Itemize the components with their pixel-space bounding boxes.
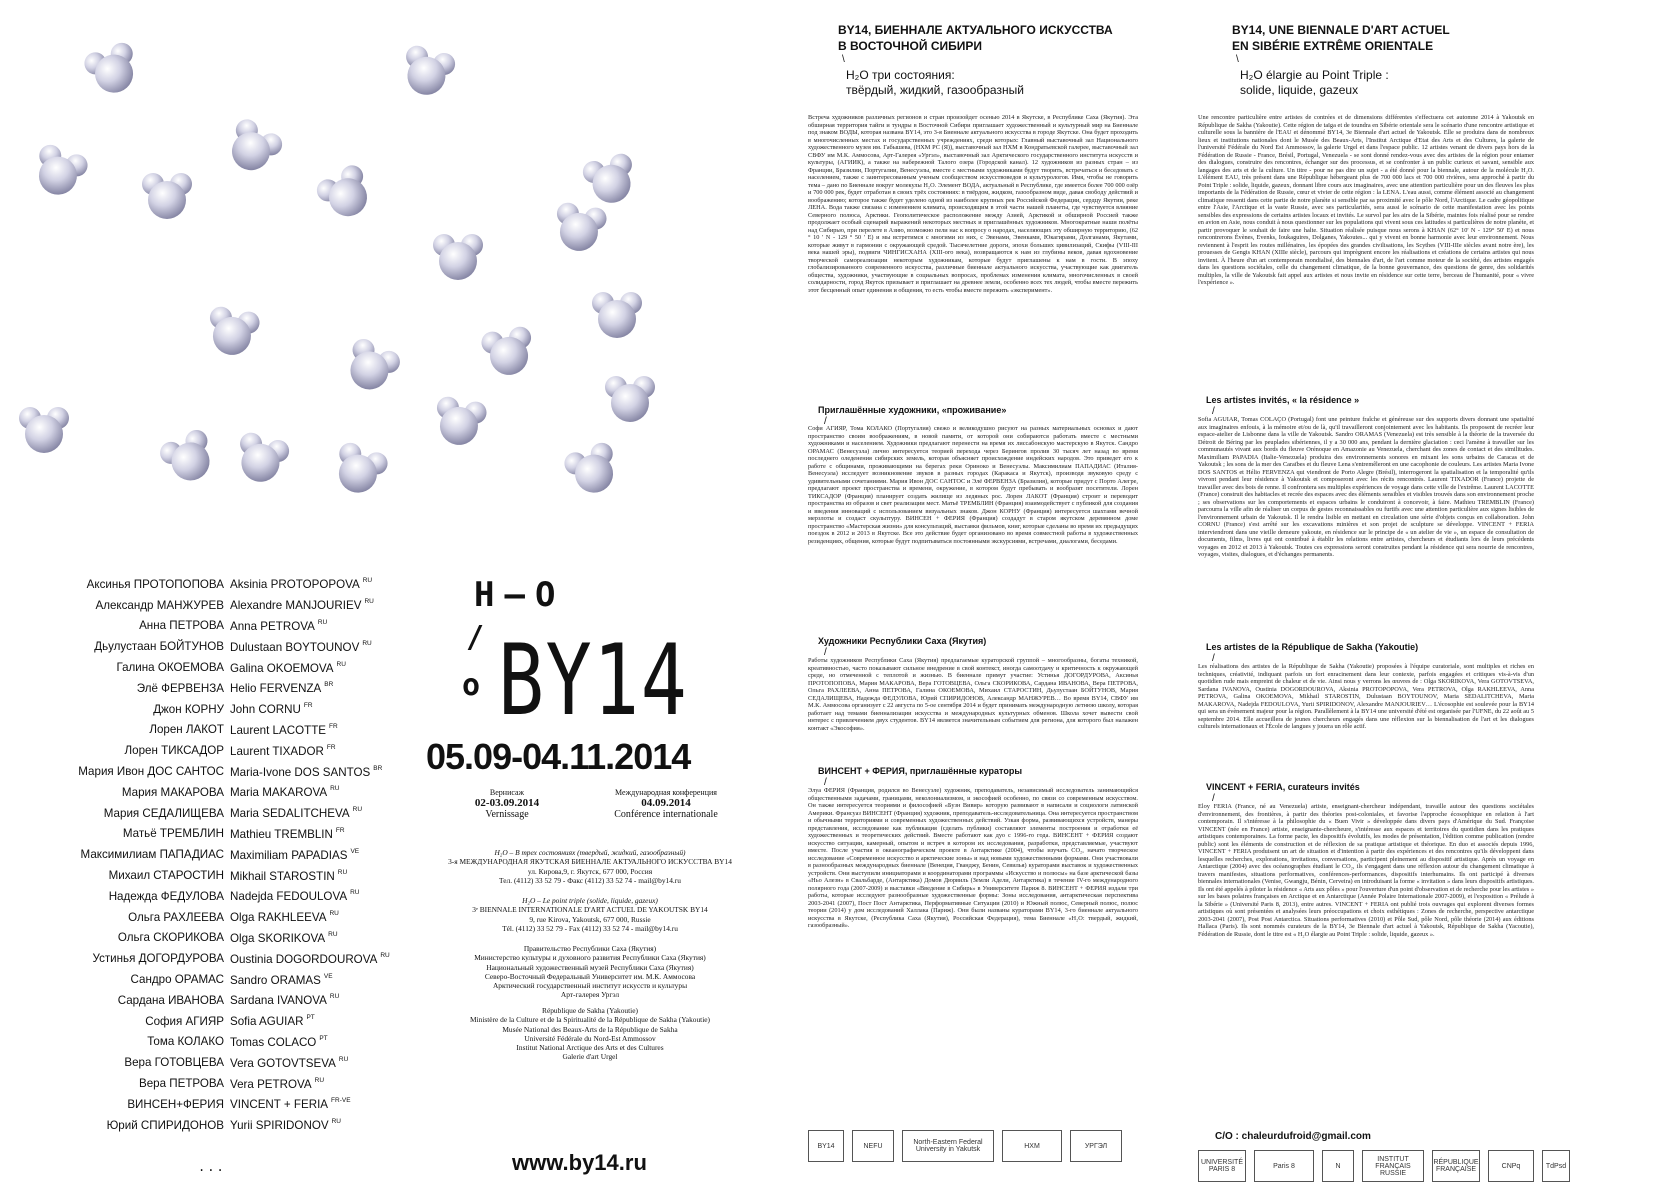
artist-country-code: RU [330, 785, 340, 793]
artist-country-code: BR [373, 764, 383, 772]
artist-country-code: RU [364, 598, 374, 606]
artist-name-ru: Мария МАКАРОВА [121, 785, 224, 799]
ru-partner-logos [808, 1130, 1122, 1162]
conference-block [596, 788, 736, 820]
ru-section1-slash: / [824, 416, 827, 427]
ru-title-slash: \ [842, 54, 845, 65]
ru-section2-text: Работы художников Республики Саха (Якутия) предлагаемые кураторской группой – многообразны, богаты техникой, креативностью, часто показывают сильное внедрение в свой контекст, иногда самоотдачу и критичность к окружающей среде, но отмеченной с теплотой и жизнью. В биеннале примут участие: Устинья ДОГОРДУРОВА, Аксинья ПРОТОПОПОВА, Мария МАКАРОВА, Вера ГОТОВЦЕВА, Ольга СКОРИКОВА, Сардана ИВАНОВА, Вера ПЕТРОВА, Ольга РАХЛЕЕВА, Анна ПЕТРОВА, Галина ОКОЕМОВА, Михаил СТАРОСТИН, Дьулустаан БОЙТУНОВ, Мария СЕДАЛИЩЕВА, Надежда ФЕДУЛОВА, Юрий СПИРИДОНОВ, Александр МАНЖУРЕВ… Во время BY14, СВФУ им М.К. Аммосова организует с 22 августа по 5-ое сентября 2014 и будет принимать международную летнюю школу, которая работает над темами биеннализации искусства и международных культурных обменов. Школа хочет вывести свой интерес с привлечением двух студентов. BY14 является значительным событием для региона, для которого был налажен контакт «Экософия». [808, 657, 1138, 732]
artist-row [30, 928, 420, 949]
fr-section2-slash: / [1212, 653, 1215, 664]
atom-sphere [322, 171, 374, 223]
artist-country-code: RU [314, 1076, 325, 1084]
partner-logo: CNPq [1488, 1150, 1534, 1182]
artist-latin-text: Maria-Ivone DOS SANTOS [230, 765, 371, 779]
vernissage-date: 02-03.09.2014 [474, 797, 540, 809]
fr-sub-line2: solide, liquide, gazeux [1240, 83, 1359, 97]
fr-title-line1: BY14, UNE BIENNALE D'ART ACTUEL [1232, 23, 1450, 37]
biennale-dates: 05.09-04.11.2014 [426, 736, 691, 777]
partner-line: République de Sakha (Yakoutie) [542, 1006, 638, 1015]
artist-row [30, 782, 420, 803]
atom-sphere [225, 125, 277, 177]
fr-phone: Tél. (4112) 33 52 79 - Fax (4112) 33 52 74 - mail@by14.ru [502, 923, 678, 933]
artist-name-latin [230, 744, 420, 758]
ru-partners-list [440, 944, 740, 1000]
artist-latin-text: Laurent TIXADOR [230, 744, 324, 758]
artist-name-latin [230, 723, 420, 737]
ru-section3-title: ВИНСЕНТ + ФЕРИЯ, приглашённые кураторы [818, 766, 1022, 776]
fr-section3-slash: / [1212, 793, 1215, 804]
partner-logo: North-Eastern Federal University in Yakutsk [902, 1130, 994, 1162]
ru-section2-title: Художники Республики Саха (Якутия) [818, 636, 987, 646]
water-molecule [231, 430, 291, 487]
artist-name-latin [230, 640, 420, 654]
artist-latin-text: Maria SEDALITCHEVA [230, 807, 350, 821]
artist-country-code: RU [328, 930, 338, 938]
artist-latin-text: Alexandre MANJOURIEV [230, 599, 362, 613]
artist-row [30, 907, 420, 928]
fr-title-slash: \ [1236, 54, 1239, 65]
artist-latin-text: Aksinia PROTOPOPOVA [230, 578, 360, 592]
artist-row [30, 595, 420, 616]
artist-name-ru: Сандро ОРАМАС [130, 973, 224, 987]
artist-list [30, 574, 420, 1136]
partner-logo: RÉPUBLIQUE FRANÇAISE [1432, 1150, 1480, 1182]
artist-row [30, 865, 420, 886]
artist-row [30, 886, 420, 907]
artist-country-code: PT [306, 1014, 315, 1022]
artist-country-code: RU [329, 993, 340, 1001]
artist-row [30, 740, 420, 761]
fr-section1-slash: / [1212, 406, 1215, 417]
artist-name-ru: Аксинья ПРОТОПОПОВА [86, 577, 224, 591]
fr-address: 9, rue Kirova, Yakoutsk, 677 000, Russie [529, 914, 651, 924]
partner-line: Национальный художественный музей Республики Саха (Якутия) [486, 962, 694, 972]
ru-section2-slash: / [824, 647, 827, 658]
artist-name-latin [230, 619, 420, 633]
artist-name-ru: Вера ПЕТРОВА [138, 1077, 224, 1091]
artist-latin-text: Tomas COLACO [230, 1035, 317, 1049]
artist-latin-text: Galina OKOEMOVA [230, 661, 334, 675]
vernissage-block [452, 788, 562, 820]
artist-latin-text: Sandro ORAMAS [230, 973, 321, 987]
artist-country-code: RU [362, 639, 372, 647]
artist-row [30, 1052, 420, 1073]
artist-row [30, 1032, 420, 1053]
water-molecule [220, 115, 286, 180]
water-molecule [156, 426, 221, 489]
artist-row [30, 657, 420, 678]
fr-section1-text: Sofia AGUIAR, Tomas COLAÇO (Portugal) font une peinture fraîche et généreuse sur des supports divers donnant une spatialité aux imaginaires enfouis, à la mémoire et/ou de là, qu'il travailleront conjointement avec les habitants. Ils proposent de recréer leur espace-atelier de Lisbonne dans la ville de Yakoutsk. Sandro ORAMAS (Venezuela) est très sensible à la théorie de la traversée du Détroit de Béring par les peuplades sibériennes, il y a 30 000 ans, pendant la dernière glaciation : ceci l'amène à travailler sur les communautés vivant aux bords du fleuve Orénoque en Amazonie au Venezuela, cherchant des zones de contact et des similitudes. Maximiliam PAPADIA (Italie-Venezuela) produira des environnements sonores en mixant les sons urbains de Caracas et de Yakoutsk ; les sons de la mer des Caraïbes et du fleuve Lena s'entremêleront en une cacophonie de couleurs. Les artistes Maria Ivone DOS SANTOS et Hélio FERVENZA qui viendront de Porto Alegre (Brésil), interrogeront la spatialisation et la temporalité qu'ils vivront pendant leur résidence à Yakoutsk et composeront avec les récits rencontrés. Laurent TIXADOR (France) projette de travailler avec des bois de renne. Il confrontera ses multiples expériences de voyage dans cette ville de l'extrême. Laurent LACOTTE (France) construit des habitacles et recrée des espaces avec des éléments sensibles et visibles trouvés dans son environnement proche ; ses observations sur les comportements et espaces urbains le conduiront à concevoir, à faire. Mathieu TREMBLIN (France) parcourra la ville afin de réaliser un corpus de gestes reconnaissables ou furtifs avec une attention particulière aux signes lisibles de l'environnement urbain de Yakoutsk. Il le rendra lisible en mettant en circulation une série d'objets conçus en collaboration. John CORNU (France) s'est arrêté sur les excavations minières et son projet de sculpture se développe. VINCENT + FERIA interviendront dans une vieille demeure yakoute, en résidence sur le principe de « un atelier de vie », un espace de consultation de documents, films, livres qui ont contribué à établir les relations entre artistes, chercheurs et étudiants lors de leurs précédents voyages en 2012 et 2013 à Yakoutsk. Toutes ces expressions seront construites pendant la résidence qui sera nourrie de rencontres, voyages, visites, dialogues, et d'échanges permanents. [1198, 416, 1534, 558]
ru-subtitle-block [846, 68, 1024, 98]
artist-latin-text: Olga RAKHLEEVA [230, 911, 327, 925]
water-molecule [328, 440, 391, 500]
artist-name-ru: Джон КОРНУ [153, 702, 224, 716]
artist-name-ru: Мария Ивон ДОС САНТОС [78, 765, 224, 779]
artist-country-code: FR [326, 743, 336, 751]
water-molecule [142, 173, 192, 219]
water-molecule [313, 161, 379, 226]
fr-title-line2: EN SIBÉRIE EXTRÊME ORIENTALE [1232, 39, 1434, 53]
fr-subtitle: H₂O – Le point triple (solide, liquide, gazeux) [522, 896, 658, 905]
artist-name-latin [230, 889, 420, 903]
artist-name-ru: Мария СЕДАЛИЩЕВА [103, 806, 224, 820]
partner-logo: NEFU [852, 1130, 894, 1162]
artist-name-ru: Анна ПЕТРОВА [139, 619, 224, 633]
artist-latin-text: Mathieu TREMBLIN [230, 827, 333, 841]
artist-name-latin [230, 661, 420, 675]
artist-name-latin [230, 869, 420, 883]
conference-date: 04.09.2014 [641, 797, 691, 809]
artist-country-code: RU [338, 1055, 349, 1063]
artist-country-code: RU [380, 951, 390, 959]
website-link[interactable]: www.by14.ru [512, 1150, 647, 1175]
ru-title [838, 22, 1113, 54]
formula-slash-mark: / [466, 620, 485, 655]
fr-partner-logos [1198, 1150, 1570, 1182]
artist-row [30, 948, 420, 969]
artist-name-latin [230, 952, 420, 966]
artist-name-latin [230, 1118, 420, 1132]
artist-name-ru: Лорен ТИКСАДОР [124, 744, 224, 758]
artist-row [30, 990, 420, 1011]
fr-sub-line1: H₂O élargie au Point Triple : [1240, 68, 1389, 82]
artist-name-latin [230, 993, 420, 1007]
water-molecule [592, 292, 642, 338]
water-molecule [339, 335, 404, 398]
artist-latin-text: Mikhail STAROSTIN [230, 869, 335, 883]
artist-latin-text: VINCENT + FERIA [230, 1098, 329, 1112]
atom-sphere [439, 242, 477, 280]
atom-sphere [25, 415, 63, 453]
artist-latin-text: Yurii SPIRIDONOV [230, 1119, 329, 1133]
vernissage-label-fr: Vernissage [485, 809, 529, 820]
artist-country-code: BR [324, 681, 334, 689]
partner-line: Université Fédérale du Nord-Est Ammossov [524, 1033, 656, 1043]
partner-line: Ministère de la Culture et de la Spiritualité de la République de Sakha (Yakoutie) [470, 1015, 710, 1025]
ru-title-line2: В ВОСТОЧНОЙ СИБИРИ [838, 39, 982, 53]
artist-name-ru: Устинья ДОГОРДУРОВА [92, 952, 224, 966]
partner-logo: Paris 8 [1254, 1150, 1314, 1182]
vernissage-label-ru: Вернисаж [489, 788, 525, 797]
artist-name-ru: Максимилиам ПАПАДИАС [80, 848, 224, 862]
artist-name-latin [230, 1056, 420, 1070]
fr-section3-title: VINCENT + FERIA, curateurs invités [1206, 782, 1360, 792]
artist-row [30, 1094, 420, 1115]
ru-sub-line2: твёрдый, жидкий, газообразный [846, 83, 1024, 97]
artist-name-ru: Надежда ФЕДУЛОВА [108, 889, 224, 903]
artist-row [30, 969, 420, 990]
artist-country-code: FR [303, 702, 313, 710]
water-molecule [551, 201, 608, 255]
artist-latin-text: Anna PETROVA [230, 619, 315, 633]
artist-latin-text: Maria MAKAROVA [230, 786, 328, 800]
water-molecule [433, 234, 483, 280]
artist-name-ru: Ольга СКОРИКОВА [117, 931, 224, 945]
partner-logo: BY14 [808, 1130, 844, 1162]
artist-row [30, 699, 420, 720]
artist-latin-text: Olga SKORIKOVA [230, 931, 326, 945]
ru-subtitle: H₂O – В трех состояниях (твердый, жидкий, газообразный) [494, 848, 686, 857]
conference-label-ru: Международная конференция [615, 788, 717, 797]
artist-name-ru: Вера ГОТОВЦЕВА [124, 1056, 224, 1070]
partner-logo: UNIVERSITÉ PARIS 8 [1198, 1150, 1246, 1182]
fr-title [1232, 22, 1450, 54]
ru-sub-line1: H₂O три состояния: [846, 68, 955, 82]
artist-name-latin [230, 806, 420, 820]
by14-logo: BY14 [498, 624, 689, 738]
artist-name-ru: Дьулустаан БОЙТУНОВ [94, 640, 224, 654]
artist-country-code: RU [350, 889, 360, 897]
artist-name-latin [230, 1014, 420, 1028]
contact-email[interactable]: C/O : chaleurdufroid@gmail.com [1215, 1131, 1371, 1142]
artist-latin-text: Sofia AGUIAR [230, 1015, 304, 1029]
artist-country-code: VE [350, 847, 360, 855]
artist-name-ru: Тома КОЛАКО [147, 1035, 224, 1049]
artist-name-latin [230, 1097, 420, 1111]
artist-country-code: RU [362, 577, 373, 585]
fr-section3-text: Eloy FERIA (France, né au Venezuela) artiste, enseignant-chercheur indépendant, travaille autour des questions sociétales d'environnement, des frontières, à partir des théories post-coloniales, et favorise l'approche écosophique en relation à l'art contemporain. Il s'intéresse à la philosophie du « Buen Vivir » développée dans divers pays d'Amérique du Sud. Françoise VINCENT (née en France) artiste, enseignante-chercheure, s'intéresse aux espaces et territoires du quotidien dans les pratiques artistiques contemporaines. La forme pacte, les dispositifs évolutifs, les modes de présentation, l'édition comme publication (rendre public) sont les éléments de construction et de réflexion de sa pratique artistique et théorique. En duo et associés depuis 1996, VINCENT + FERIA produisent un art de situation et d'intention à partir des expériences et des rencontres qu'ils développent dans lesquelles recherches, explorations, invitations, conversations, participent pleinement au dispositif artistique. Après un voyage en Antarctique (2004) avec des océanographes étudiant le CO₂, ils s'engagent dans une réflexion autour du changement climatique à travers manifestes, situations performatives, conférences-performances, dispositifs interhumains. Ils ont participé à diverses biennales internationales (Venise, Gwangju, Bénin, Cerveira) en introduisant la forme « invitation » dans leurs dispositifs artistiques. Ils ont été appelés à piloter la résidence « Arts aux pôles » pour l'ouverture d'un point d'observation et de recherche pour les artistes » sur les bases polaires françaises en Arctique et en Antarctique (Année Polaire Internationale 2007-2009), et l'exposition « Prélude à la Sibérie » (Université Paris 8, 2013), entre autres. VINCENT + FERIA ont publié trois ouvrages qui explorent diverses formes artistiques où sont présentées et analysées leurs préoccupations et choix esthétiques : Zones de recherche, perspective antarctique 2003-2041 (2007), Post Post Antarctica. Situations performatives (2010) et Pôle Sud, pôle Nord, pôle théorie (2014) aux éditions Hallaca (Paris). Ils sont nommés curateurs de la BY14, 3e Biennale d'art actuel à Yakoutsk, République de Sakha (Yacoutie), Fédération de Russie, dont le titre est « H₂O élargie au Point Triple : solide, liquide, gazeux ». [1198, 803, 1534, 938]
artist-latin-text: John CORNU [230, 703, 301, 717]
water-molecule [561, 440, 624, 500]
more-artists-ellipsis: ... [198, 1160, 226, 1174]
artist-name-latin [230, 827, 420, 841]
artist-name-ru: Александр МАНЖУРЕВ [95, 598, 224, 612]
artist-name-latin [230, 931, 420, 945]
ru-address: ул. Кирова,9, г. Якутск, 677 000, Россия [527, 866, 653, 876]
formula-ring-mark: o [462, 668, 481, 703]
artist-country-code: FR [335, 826, 345, 834]
artist-country-code: RU [331, 1118, 341, 1126]
water-molecule [431, 395, 488, 449]
ru-section3-slash: / [824, 777, 827, 788]
partner-logo: TdPsd [1542, 1150, 1570, 1182]
water-molecule [580, 151, 640, 208]
fr-section2-title: Les artistes de la République de Sakha (Yakoutie) [1206, 642, 1419, 652]
artist-latin-text: Oustinia DOGORDOUROVA [230, 952, 378, 966]
ru-biennale-name: 3-я МЕЖДУНАРОДНАЯ ЯКУТСКАЯ БИЕННАЛЕ АКТУАЛЬНОГО ИСКУССТВА BY14 [448, 857, 732, 867]
artist-name-ru: Элё ФЕРВЕНЗА [136, 681, 224, 695]
artist-row [30, 761, 420, 782]
artist-name-latin [230, 765, 420, 779]
ru-intro-text: Встреча художников различных регионов и стран произойдет осенью 2014 в Якутске, в Республике Саха (Якутия). Эта обширная территория тайги и тундры в Восточной Сибири приглашает художественный и культурный мир на Биеннале под знаком ВОДЫ, которая названа BY14, это 3-я Биеннале актуального искусства в городе Якутске. Она будет проходить в многочисленных местах и государственных учреждениях, среди которых: Главный выставочный зал Национального художественного музея им. Габышева, (НХМ РС (Я)), выставочный зал НХМ в Кондратьевской галерее, выставочный зал СВФУ им М.К. Аммосова, Арт-Галерея «Ургэл», выставочный зал Арктического государственного института искусств и культуры, (АГИИК), а также на набережной Талого озера (Городской канал). 12 художников из разных стран – из Франции, Бразилии, Португалии, Венесуэлы, вместе с местными художниками будут творить, встречаться и беседовать с населением, также с заинтересованным ученым сообществом искусствоведов и культурологов. Имя, чтобы не говорить тема – дано по Биеннале вокруг молекулы H₂O. Элемент ВОДА, актуальный в Республике, где имеется более 700 000 озёр и 700 000 рек, будет отработан в своих трёх состояниях: в твёрдом, жидком, газообразном виде, давая свободу действий и воображению; которое также будет уделено одной из наиболее крупных рек Российской Федерации, сердцу Якутии, реке ЛЕНА. Вода также связана с изменением климата, происходящим в этой части нашей планеты, где чувствуется влияние Северного полюса, Арктики. Геополитическое расположение между Азией, Арктикой и обширной Россией также продолжает особый сценарий выражений некоторых местных и приглашённых художников. Многократные наши полёты над Сибирью, при перелете в Азию, возможно пели нас к вопросу о народах, населяющих эту обширную территорию, (62 ° 10 ' N - 129 ° 50 ' E) и мы встретимся с многими из них, с Эвенами, Эвенками, Юкагирами, Долганами, Якутами, которые живут в гармонии с окружающей средой. Тысячелетние дороги, эпохи больших цивилизаций, Скифы (VIII-III века нашей эры), подвиги ЧИНГИСХАНА (XIII-ого века), возвращаются к нам из глубины веков, давая вдохновение творческой самореализации некоторым художникам, которые будут приглашены к нам в гости. В эпоху глобализированного современного искусства, различные биеннале актуального искусства, участвующие как двигатель общества, художники, участвующие в социальных вопросах, проблемах изменения климата, многочисленных в своей солидарности, город Якутск призывает и приглашает на древнее земли, особенно всех тех людей, чтобы вместе пережить этот бесценный опыт единения и общения, то есть чтобы вместе пережить «эксперимент». [808, 114, 1138, 294]
artist-name-latin [230, 910, 420, 924]
artist-name-ru: Лорен ЛАКОТ [149, 723, 224, 737]
artist-name-latin [230, 848, 420, 862]
h2o-formula: H–O [474, 575, 566, 615]
artist-row [30, 720, 420, 741]
artist-country-code: RU [329, 910, 339, 918]
artist-country-code: RU [317, 618, 328, 626]
atom-sphere [148, 181, 186, 219]
artist-name-ru: ВИНСЕН+ФЕРИЯ [127, 1097, 224, 1111]
artist-country-code: RU [336, 660, 346, 668]
water-molecule [397, 43, 457, 100]
artist-name-ru: Ольга РАХЛЕЕВА [128, 910, 224, 924]
artist-row [30, 1115, 420, 1136]
fr-section1-title: Les artistes invités, « la résidence » [1206, 395, 1360, 405]
artist-name-latin [230, 785, 420, 799]
partner-line: Министерство культуры и духовного развития Республики Саха (Якутия) [474, 953, 706, 963]
partner-logo: N [1322, 1150, 1354, 1182]
artist-latin-text: Maximiliam PAPADIAS [230, 848, 348, 862]
partner-logo: INSTITUT FRANÇAIS RUSSIE [1362, 1150, 1424, 1182]
artist-name-latin [230, 577, 420, 591]
fr-subtitle-block [1240, 68, 1389, 98]
ru-title-line1: BY14, БИЕННАЛЕ АКТУАЛЬНОГО ИСКУССТВА [838, 23, 1113, 37]
artist-row [30, 678, 420, 699]
artist-name-latin [230, 681, 420, 695]
artist-latin-text: Nadejda FEDOULOVA [230, 890, 348, 904]
partner-line: Северо-Восточный Федеральный Университет им. М.К. Аммосова [484, 971, 696, 981]
water-molecule [480, 325, 537, 379]
fr-address-block [440, 896, 740, 933]
artist-country-code: RU [337, 868, 348, 876]
atom-sphere [598, 300, 636, 338]
fr-intro-text: Une rencontre particulière entre artistes de contrées et de dimensions différentes s'effectuera cet automne 2014 à Yakoutsk en République de Sakha (Yakoutie). Cette région de taïga et de toundra en Sibérie orientale sera le scénario d'une rencontre artistique et culturelle sous la bannière de l'EAU et dénommé BY14, 3e Biennale d'art actuel de Yakoutsk. Elle se produira dans de nombreux lieux et institutions nationales dont le Musée des Beaux-Arts, l'Institut Arctique d'Etat des Arts et des Cultures, la galerie de l'université Fédérale du Nord Est Ammossov, la galerie Urgel et dans l'espace public. 12 artistes venant de divers pays hors de la Fédération de Russie - France, Brésil, Portugal, Venezuela - se sont donné rendez-vous avec des artistes de la région pour entamer des dialogues, construire des rencontres, échanger sur des processus, et se confronter à un public curieux et savant, sensible aux langages des arts et de la culture. Un titre - pour ne pas dire un sujet - a été donné pour la biennale, autour de la molécule H₂O. L'élément EAU, très présent dans une République hébergeant plus de 700 000 lacs et 700 000 rivières, sera approché à partir du Point Triple : solide, liquide, gazeux, donnant libre cours aux imaginaires, avec une attention particulière pour un des fleuves les plus importants de la Fédération de Russie, cœur et vivier de cette région : la LENA. L'eau aussi, comme élément associé au changement climatique ressenti dans cette partie de notre planète si sensible par sa proximité avec le pôle Nord, l'Arctique. Le cadre géopolitique entre l'Asie, l'Arctique et la vaste Russie, avec ses particularités, sera aussi le scénario de cette manifestation avec les points sensibles des expressions de certains artistes locaux et invités. Le survol par les airs de la Sibérie, maintes fois réalisé pour se rendre en avion en Asie, nous conduit à nous questionner sur les populations qui vivent sous ces latitudes si particulières de notre planète, et partir provoquer le souhait de faire une halte. Situation réalisée puisque nous serons à KHAN (62° 10' N - 129° 50' E) et nous rencontrerons Évènes, Evenks, Ioukaguires, Dolganes, Yakoutes... qui y vivent en bonne harmonie avec leur environnement. Nous reviennent à l'esprit les routes millénaires, les épopées des grandes civilisations, les Scythes (VIII-IIIe siècles avant notre ère), les prouesses de Gengis KHAN (XIIIe siècle), parcours qui imprègnent encore les réalisations et créations de certains artistes qui nous invitent. À l'heure d'un art contemporain mondialisé, des biennales d'art, de l'art comme moteur de la société, des artistes engagés dans les questions sociétales, celle du changement climatique, de la bonne gouvernance, des questions de genre, des solidarités multiples, la ville de Yakoutsk fait appel aux artistes et nous invite en résidence sur cette terre, berceau de l'humanité, pour « vivre l'expérience ». [1198, 114, 1534, 286]
partner-line: Правительство Республики Саха (Якутия) [523, 944, 657, 953]
partner-line: Galerie d'art Urgel [562, 1052, 618, 1062]
artist-name-ru: София АГИЯР [145, 1014, 224, 1028]
ru-address-block [440, 848, 740, 885]
water-molecule [81, 40, 144, 100]
artist-country-code: VE [323, 972, 333, 980]
partner-logo: НХМ [1002, 1130, 1062, 1162]
water-molecule [19, 407, 69, 453]
artist-latin-text: Laurent LACOTTE [230, 723, 327, 737]
partner-line: Musée National des Beaux-Arts de la République de Sakha [502, 1024, 678, 1034]
artist-row [30, 636, 420, 657]
water-molecule [204, 305, 261, 359]
artist-name-latin [230, 1035, 420, 1049]
artist-row [30, 824, 420, 845]
fr-section2-text: Les réalisations des artistes de la République de Sakha (Yakoutie) proposées à l'équipe curatoriale, sont multiples et riches en techniques, créativité, indiquant parfois un fort enracinement dans leur contexte, parfois engagées et critiques vis-à-vis d'un quotidien rude mais empreint de chaleur et de vie. Ainsi nous y verrons les œuvres de : Olga SKORIKOVA, Vera GOTOVTSEVA, Sardana IVANOVA, Oustinia DOGORDOUROVA, Aksinia PROTOPOPOVA, Vera PETROVA, Olga RAKHLEEVA, Anna PETROVA, Galina OKOEMOVA, Mikhail STAROSTIN, Dulustaan BOYTOUNOV, Maria SEDALITCHEVA, Maria MAKAROVA, Nadejda FEDOULOVA, Yurii SPIRIDONOV, Alexandre MANJOURIEV… L'écosophie est soulevée pour la BY14 qui sera un évènement majeur pour la région. Parallèlement à la BY14 une université d'été est organisée par l'UFNE, du 22 août au 5 septembre 2014. Elle accueillera de jeunes chercheurs engagés dans une réflexion sur la biennalisation de l'art et les dialogues culturels internationaux et l'École de langues y jouera un rôle actif. [1198, 663, 1534, 730]
artist-row [30, 1011, 420, 1032]
ru-phone: Тел. (4112) 33 52 79 - Факс (4112) 33 52 74 - mail@by14.ru [499, 875, 681, 885]
artist-latin-text: Sardana IVANOVA [230, 994, 327, 1008]
fr-partners-list [440, 1006, 740, 1062]
partner-logo: УРГЭЛ [1070, 1130, 1122, 1162]
ru-section1-text: Софи АГИЯР, Тома КОЛАКО (Португалия) свежо и великодушно рисуют на разных материальных основах и дают пространство своим воображениям, в новой памяти, от которой они собираются работать вместе с местными художниками и населением. Художники предлагают перенести на время их лиссабонскую мастерскую в Якутск. Сандро ОРАМАС (Венесуэла) лично интересуется теорией перехода через Берингов пролив 30 тысяч лет назад во время последнего оледенения сибирских земель, которая объясняет происхождение индейских народов. Это приведет его к работе с общинами, проживающими на берегах реки Ориноко и Венесуэлы. Максимилиам ПАПАДИАС (Италия-Венесуэла) исследует возникновение звуков в разных городах (Каракаса и Якутск), производя звуковую среду с удивительными сочетаниями. Мария Ивон ДОС САНТОС и Элё ФЕРВЕНЗА (Бразилия), которые придут с Порто Алегре, предлагают проект пространства и времени, окружение, в котором будут пребывать и вообразят посетители. Лорен ТИКСАДОР (Франция) планирует создать жилище из ледяных рос. Лорен ЛАКОТ (Франция) строит и переводит пространства из образов и свет реализации мест. Матьё ТРЕМБЛИН (Франция) взаимодействует с публикой для создания и введения инноваций с использованием визуальных знаков. Джон КОРНУ (Франция) интересуется шахтами вечной мерзлоты и создаст скульптуру. ВИНСЕН + ФЕРИЯ (Франция) создадут в старом якутском деревянном доме пространство «Мастерская жизни» для консультаций, выставки фильмов, книг, которые сделаны во время их предыдущих поездок в 2012 и 2013 в Якутске. Все это действие будет организовано во время совместной работы в художественных резиденциях, общения, которые будут подпитываться постоянными экскурсиями, встречами, диалогами, беседами. [808, 425, 1138, 545]
artist-name-ru: Матьё ТРЕМБЛИН [122, 827, 224, 841]
partner-line: Institut National Arctique des Arts et des Cultures [516, 1043, 664, 1053]
artist-name-ru: Галина ОКОЕМОВА [116, 661, 224, 675]
conference-label-fr: Conférence internationale [614, 809, 718, 820]
artist-name-latin [230, 702, 420, 716]
artist-latin-text: Vera GOTOVTSEVA [230, 1056, 336, 1070]
ru-section3-text: Элуа ФЕРИЯ (Франция, родился во Венесуэле) художник, преподаватель, независимый исследователь занимающийся общественными задачами, границами, неколониализмом, и экософией особенно, по связи со современным искусством. Он также интересуется теориями и философией «Бузн Вивир» которую развивают в написали и социологи латинской Америки. Франсуаз ВИНСЕНТ (Франция) художник, преподаватель-исследовательница. Она интересуется пространством и обычными территориями и современных художественных действий. Узкая форма, развивающихся устройств, манеры представления, исследование как публикация (сделать публики) составляют элементы построения и отработки её художественных и теоретических действий. Вместе работают как дуо с 1996-го года. ВИНСЕНТ + ФЕРИЯ создают искусство ситуации, камерный, опытом и встреч в котором их исследования, разработки, представляемые, участвуют вместе. После участия в океанографическом проекте в Антарктике (2004), чтобы изучать CO₂, начато творческое исследование «Современное искусство и арктические зоны» и над новыми художественными формами. Они участвовали в разнообразных международных биеннале (Венеция, Гванджу, Бенин, Севилья) кураторами выставок и художественных устройств. Они выступили инициаторами и координаторами программы «Искусство и полюсы» на базе арктической базы «Ньо Алезн» в Свальбарде, (Антарктика) Домов Дюрвиль (Земли Адели, Антарктика) в течение IV-го международного полярного года (2007-2009) и выставки «Введение в Сибирь» в Университете Париж 8. ВИНСЕНТ + ФЕРИЯ издали три работы, которые исследуют разнообразные художественные формы: Зоны исследования, антарктическая перспектива 2003-2041 (2007), Пост Пост Антарктика, Перформативные Ситуации (2010) и Южный полюс, Северный полюс, полюс теории (2014) у дом исследований Халлака (Париж). Они были названы кураторами BY14, 3-го биеннале актуального искусства в Якутске, (Республика Саха (Якутия), Российская Федерация), тема Биеннале «H₂O: твердый, жидкий, газообразный». [808, 787, 1138, 929]
artist-latin-text: Vera PETROVA [230, 1077, 312, 1091]
ru-section1-title: Приглашённые художники, «проживание» [818, 405, 1007, 415]
artist-row [30, 844, 420, 865]
artist-name-latin [230, 598, 420, 612]
artist-name-ru: Сардана ИВАНОВА [117, 993, 224, 1007]
artist-latin-text: Helio FERVENZA [230, 682, 322, 696]
artist-name-latin [230, 1077, 420, 1091]
artist-row [30, 803, 420, 824]
water-molecule [28, 142, 91, 202]
artist-country-code: RU [352, 806, 363, 814]
artist-row [30, 574, 420, 595]
artist-country-code: FR [329, 722, 338, 730]
artist-name-ru: Михаил СТАРОСТИН [108, 869, 224, 883]
artist-country-code: PT [319, 1034, 328, 1042]
artist-row [30, 1073, 420, 1094]
artist-name-latin [230, 973, 420, 987]
water-molecule [605, 376, 655, 422]
molecules-illustration [0, 0, 800, 540]
artist-latin-text: Dulustaan BOYTOUNOV [230, 640, 360, 654]
partner-line: Арктический государственный институт искусств и культуры [492, 981, 688, 991]
atom-sphere [611, 384, 649, 422]
artist-country-code: FR-VE [331, 1097, 351, 1105]
artist-row [30, 616, 420, 637]
artist-name-ru: Юрий СПИРИДОНОВ [106, 1118, 224, 1132]
fr-biennale-name: 3ᵉ BIENNALE INTERNATIONALE D'ART ACTUEL DE YAKOUTSK BY14 [472, 905, 708, 915]
partner-line: Арт-галерея Ургэл [560, 990, 620, 1000]
